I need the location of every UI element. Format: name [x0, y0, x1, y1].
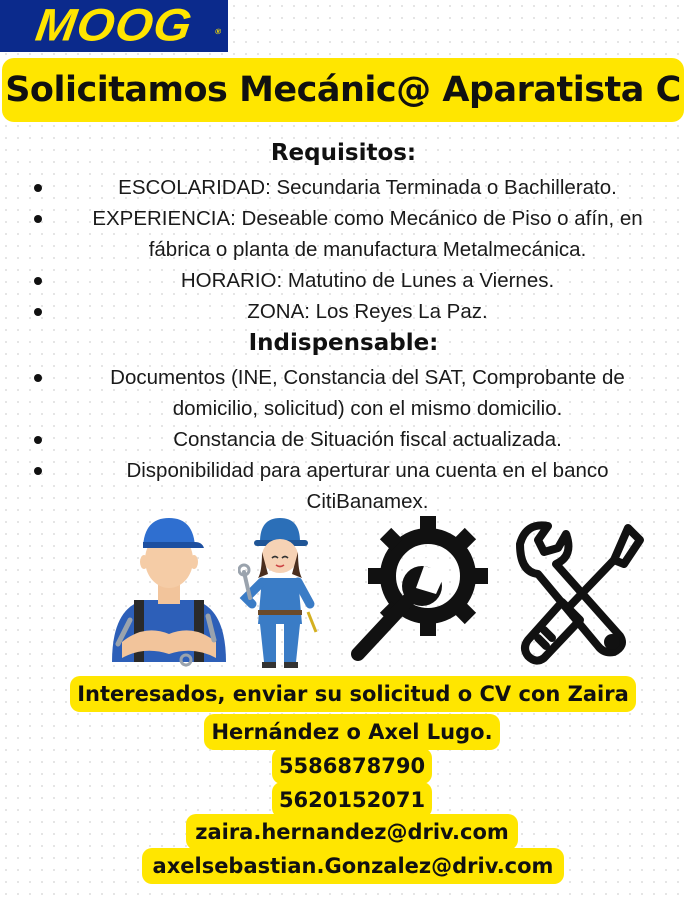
item-line: domicilio, solicitud) con el mismo domicilio. [172, 397, 563, 420]
list-item [0, 424, 687, 455]
item-line: Documentos (INE, Constancia del SAT, Comprobante de [110, 366, 625, 389]
gear-wrench-icon [350, 512, 490, 672]
wrench-screwdriver-icon [508, 512, 648, 672]
item-line: EXPERIENCIA: Deseable como Mecánico de Piso o afín, en [92, 207, 643, 230]
indispensable-list [0, 362, 687, 517]
title-banner [2, 58, 684, 122]
email-link-2[interactable]: axelsebastian.Gonzalez@driv.com [142, 848, 564, 884]
email-link-1[interactable]: zaira.hernandez@driv.com [186, 814, 518, 850]
list-item [0, 172, 687, 203]
list-item [0, 265, 687, 296]
requisitos-heading: Requisitos: [270, 140, 417, 166]
mechanic-man-icon [104, 512, 234, 672]
list-item [0, 296, 687, 327]
item-line: ZONA: Los Reyes La Paz. [247, 300, 488, 323]
mechanic-woman-icon [238, 512, 322, 672]
list-item [0, 362, 687, 424]
item-line: CitiBanamex. [306, 490, 429, 513]
list-item [0, 203, 687, 265]
item-line: Constancia de Situación fiscal actualizada. [173, 428, 562, 451]
item-line: ESCOLARIDAD: Secundaria Terminada o Bachillerato. [118, 176, 617, 199]
phone-number-1[interactable]: 5586878790 [272, 748, 432, 784]
requisitos-list [0, 172, 687, 327]
phone-number-2[interactable]: 5620152071 [272, 782, 432, 818]
moog-logo [0, 0, 228, 52]
item-line: fábrica o planta de manufactura Metalmecánica. [148, 238, 587, 261]
item-line: Disponibilidad para aperturar una cuenta en el banco [126, 459, 609, 482]
list-item [0, 455, 687, 517]
contact-line-2: Hernández o Axel Lugo. [204, 714, 500, 750]
contact-line-1: Interesados, enviar su solicitud o CV con Zaira [70, 676, 636, 712]
registered-mark: ® [214, 27, 223, 36]
logo-text: MOOG [32, 0, 196, 51]
page-title: Solicitamos Mecánic@ Aparatista C [5, 70, 681, 110]
item-line: HORARIO: Matutino de Lunes a Viernes. [180, 269, 555, 292]
indispensable-heading: Indispensable: [248, 330, 439, 356]
